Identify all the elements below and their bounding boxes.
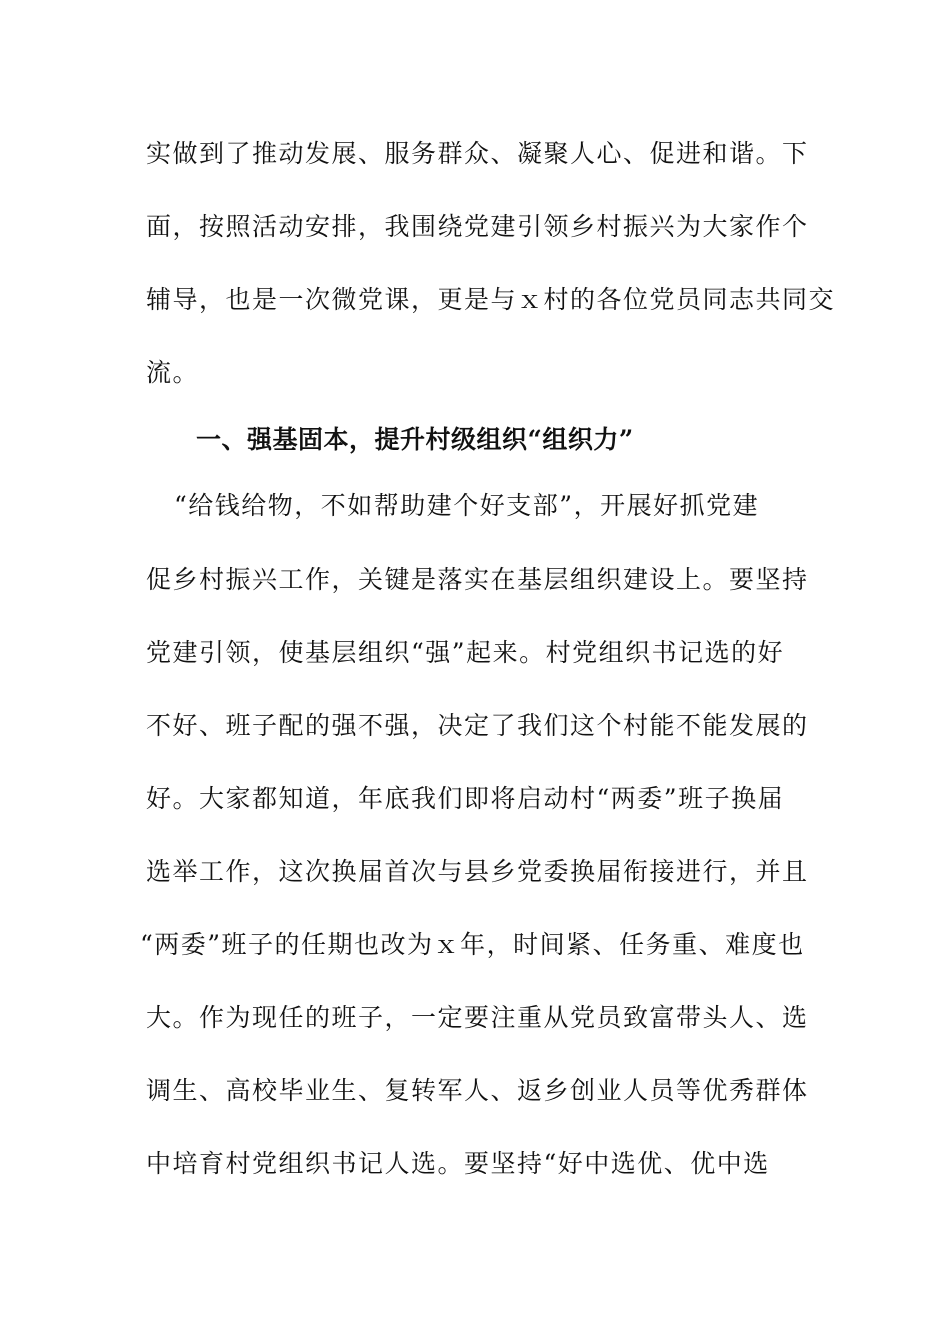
paragraph-line: 流。: [146, 358, 200, 387]
paragraph-line: 好。大家都知道，年底我们即将启动村“两委”班子换届: [146, 784, 785, 813]
paragraph-line: 中培育村党组织书记人选。要坚持“好中选优、优中选: [146, 1149, 770, 1178]
paragraph-line: 实做到了推动发展、服务群众、凝聚人心、促进和谐。下: [146, 139, 809, 168]
paragraph-line: 不好、班子配的强不强，决定了我们这个村能不能发展的: [146, 711, 809, 740]
paragraph-line: 辅导，也是一次微党课，更是与ｘ村的各位党员同志共同交: [146, 285, 836, 314]
paragraph-line: 党建引领，使基层组织“强”起来。村党组织书记选的好: [146, 638, 785, 667]
paragraph-line: 选举工作，这次换届首次与县乡党委换届衔接进行，并且: [146, 857, 809, 886]
paragraph-line: 大。作为现任的班子，一定要注重从党员致富带头人、选: [146, 1003, 809, 1032]
paragraph-line: 调生、高校毕业生、复转军人、返乡创业人员等优秀群体: [146, 1076, 809, 1105]
paragraph-line: “给钱给物，不如帮助建个好支部”，开展好抓党建: [174, 491, 760, 520]
section-heading: 一、强基固本，提升村级组织“组织力”: [196, 425, 634, 454]
paragraph-line: 促乡村振兴工作，关键是落实在基层组织建设上。要坚持: [146, 565, 809, 594]
paragraph-line: “两委”班子的任期也改为ｘ年，时间紧、任务重、难度也: [140, 930, 805, 959]
paragraph-line: 面，按照活动安排，我围绕党建引领乡村振兴为大家作个: [146, 212, 809, 241]
